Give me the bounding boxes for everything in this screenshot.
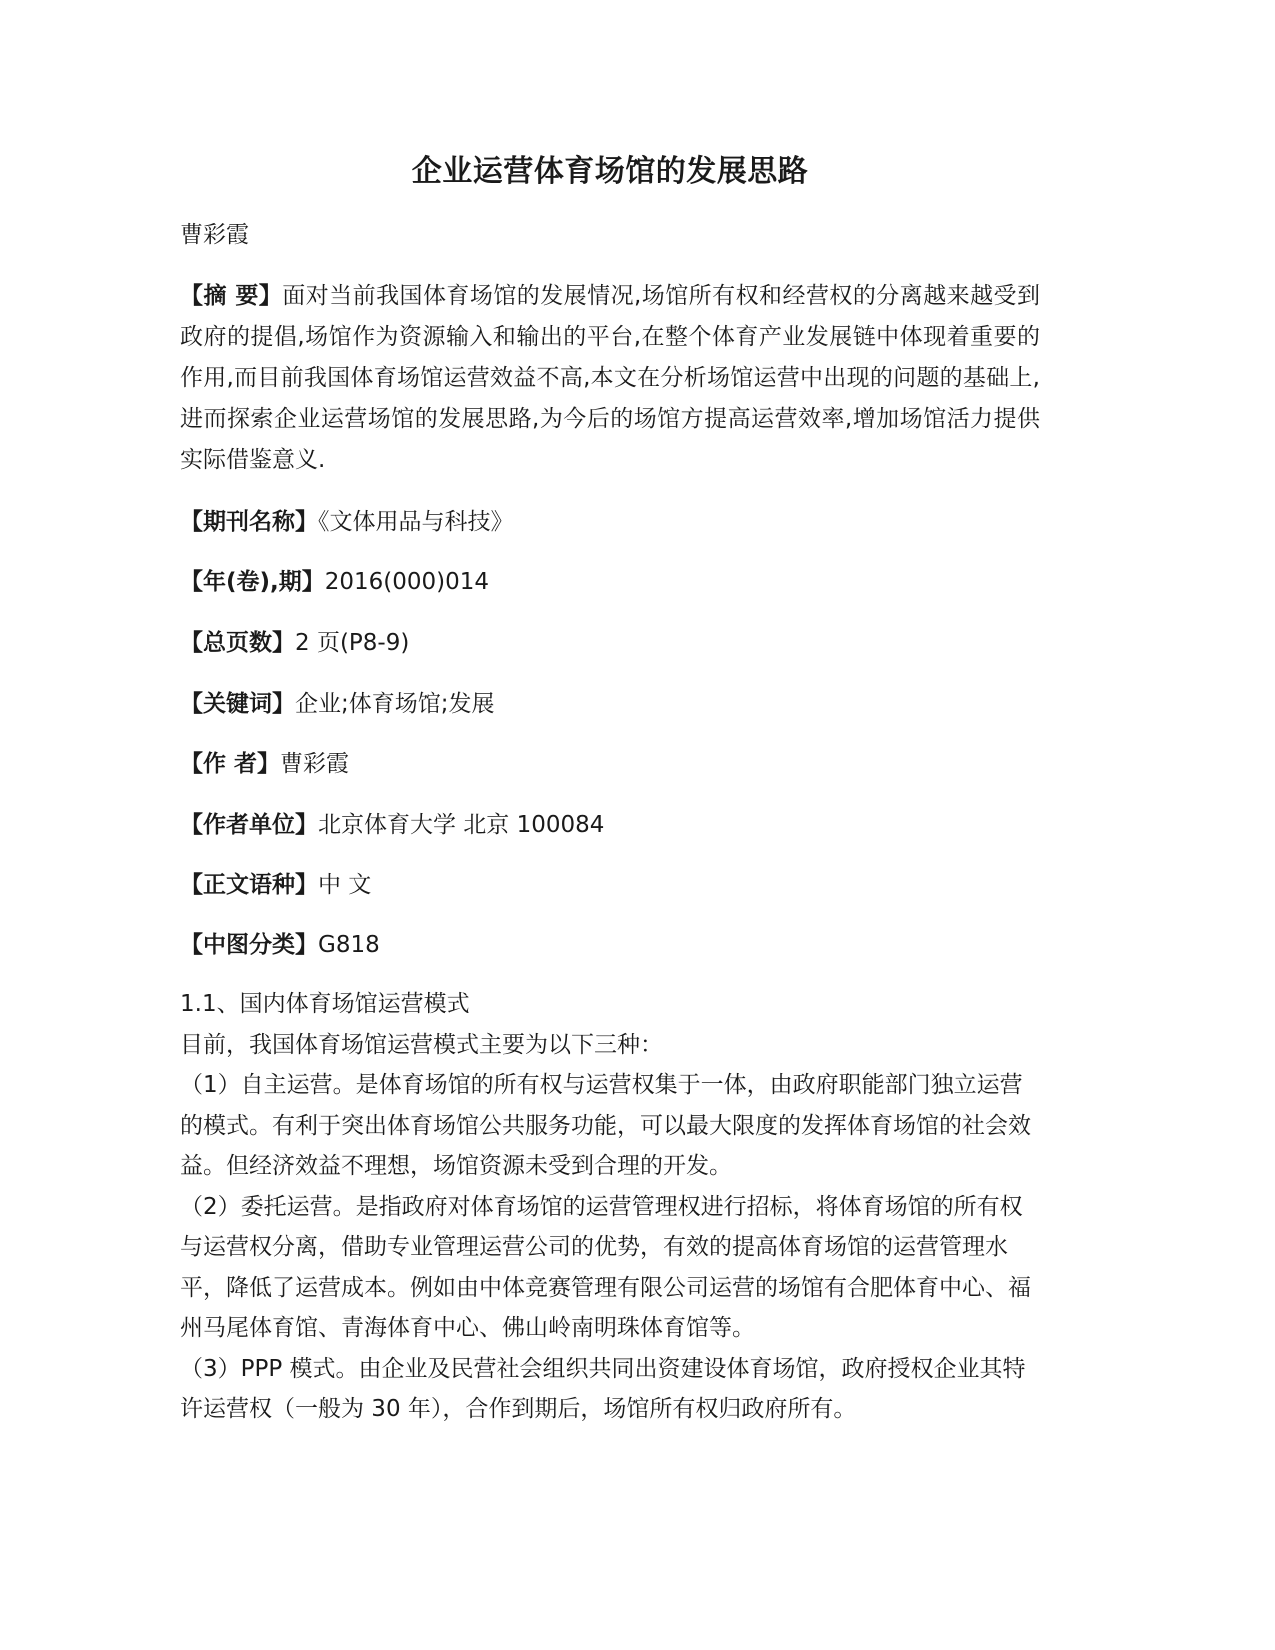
meta-label: 【年(卷),期】 <box>180 569 325 595</box>
body-paragraph: （3）PPP 模式。由企业及民营社会组织共同出资建设体育场馆，政府授权企业其特许运营权（一般为 30 年），合作到期后，场馆所有权归政府所有。 <box>180 1355 1026 1422</box>
meta-value: 曹彩霞 <box>280 751 350 777</box>
meta-label: 【中图分类】 <box>180 932 318 958</box>
meta-label: 【关键词】 <box>180 691 295 717</box>
meta-journal <box>180 503 514 536</box>
meta-label: 【作者单位】 <box>180 812 318 838</box>
abstract-paragraph <box>180 276 1040 481</box>
meta-label: 【总页数】 <box>180 630 295 656</box>
meta-label: 【期刊名称】 <box>180 509 318 535</box>
meta-value: 2016(000)014 <box>324 569 490 595</box>
meta-affiliation <box>180 806 604 839</box>
meta-author <box>180 745 349 778</box>
meta-classification <box>180 926 380 959</box>
meta-total-pages <box>180 624 409 657</box>
meta-label: 【作 者】 <box>180 751 281 777</box>
meta-value: 北京体育大学 北京 100084 <box>318 812 605 838</box>
document-title: 企业运营体育场馆的发展思路 <box>411 154 809 189</box>
meta-year-volume-issue <box>180 563 489 596</box>
meta-keywords <box>180 685 495 718</box>
meta-value: G818 <box>318 932 380 958</box>
section-heading: 1.1、国内体育场馆运营模式 <box>180 991 470 1017</box>
abstract-text: 面对当前我国体育场馆的发展情况,场馆所有权和经营权的分离越来越受到政府的提倡,场馆作为资源输入和输出的平台,在整个体育产业发展链中体现着重要的作用,而目前我国体育场馆运营效益不高,本文在分析场馆运营中出现的问题的基础上,进而探索企业运营场馆的发展思路,为今后的场馆方提高运营效率,增加场馆活力提供实际借鉴意义. <box>180 283 1040 473</box>
body-paragraph: （1）自主运营。是体育场馆的所有权与运营权集于一体，由政府职能部门独立运营的模式。有利于突出体育场馆公共服务功能，可以最大限度的发挥体育场馆的社会效益。但经济效益不理想，场馆资源未受到合理的开发。 <box>180 1072 1031 1179</box>
abstract-label: 【摘 要】 <box>180 283 283 309</box>
meta-label: 【正文语种】 <box>180 872 318 898</box>
body-paragraph: （2）委托运营。是指政府对体育场馆的运营管理权进行招标，将体育场馆的所有权与运营权分离，借助专业管理运营公司的优势，有效的提高体育场馆的运营管理水平，降低了运营成本。例如由中体竞赛管理有限公司运营的场馆有合肥体育中心、福州马尾体育馆、青海体育中心、佛山岭南明珠体育馆等。 <box>180 1193 1031 1341</box>
body-text <box>180 984 1040 1430</box>
author-line: 曹彩霞 <box>180 222 249 248</box>
meta-value: 《文体用品与科技》 <box>318 509 514 535</box>
meta-value: 2 页(P8-9) <box>295 630 410 656</box>
meta-value: 企业;体育场馆;发展 <box>295 691 495 717</box>
body-paragraph: 目前，我国体育场馆运营模式主要为以下三种： <box>180 1031 663 1058</box>
meta-value: 中 文 <box>318 872 372 898</box>
meta-language <box>180 866 371 899</box>
